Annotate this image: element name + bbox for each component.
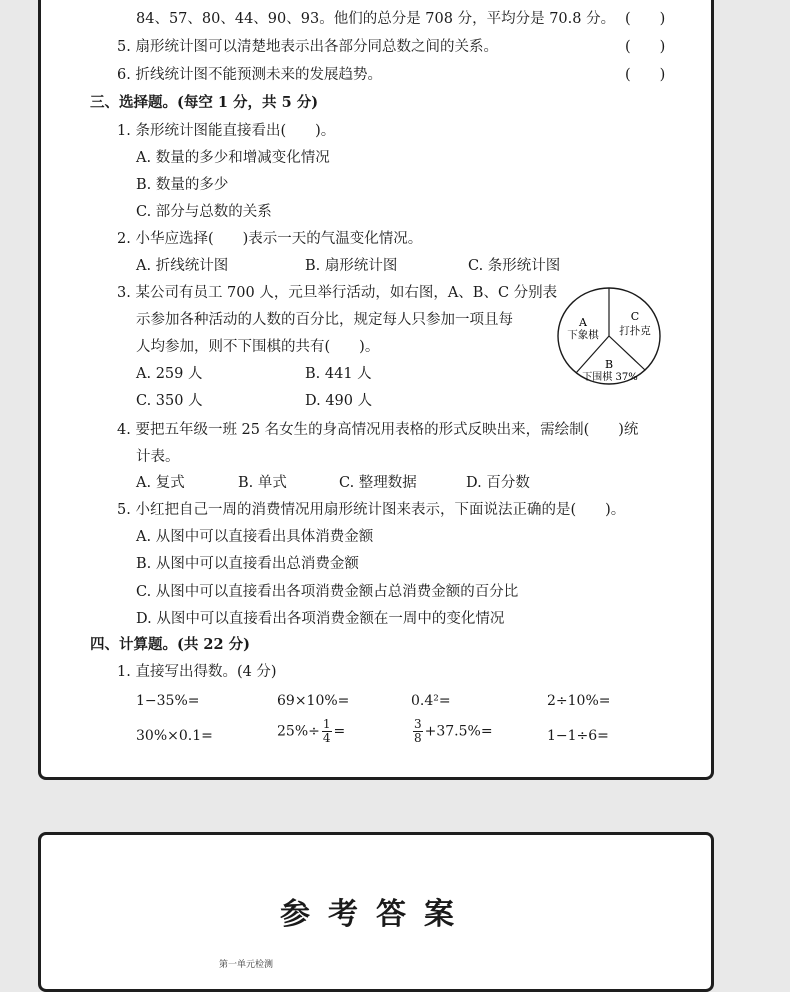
choice-q5-stem: 5. 小红把自己一周的消费情况用扇形统计图来表示，下面说法正确的是( )。 bbox=[117, 502, 626, 518]
section-choice-header: 三、选择题。(每空 1 分，共 5 分) bbox=[90, 94, 319, 111]
choice-q1-stem: 1. 条形统计图能直接看出( )。 bbox=[117, 123, 336, 139]
choice-q4-line1: 4. 要把五年级一班 25 名女生的身高情况用表格的形式反映出来，需绘制( )统 bbox=[117, 422, 639, 438]
calc-expression-fraction bbox=[411, 718, 493, 745]
choice-q5-option-a: A. 从图中可以直接看出具体消费金额 bbox=[136, 529, 374, 545]
choice-q4-option-d: D. 百分数 bbox=[466, 475, 530, 491]
pie-letter-a: A bbox=[579, 316, 587, 329]
calc-term: = bbox=[333, 723, 346, 740]
calc-sub1: 1. 直接写出得数。(4 分) bbox=[117, 664, 277, 680]
answer-key-title: 参考答案 bbox=[280, 897, 472, 932]
calc-expression-fraction bbox=[277, 718, 345, 745]
calc-term: 25%÷ bbox=[277, 723, 320, 740]
choice-q3-option-d: D. 490 人 bbox=[305, 393, 373, 409]
calc-expression: 69×10%= bbox=[277, 693, 350, 709]
choice-q1-option-b: B. 数量的多少 bbox=[136, 177, 229, 193]
choice-q3-line1: 3. 某公司有员工 700 人，元旦举行活动，如右图，A、B、C 分别表 bbox=[117, 285, 558, 301]
judge-q5: 5. 扇形统计图可以清楚地表示出各部分同总数之间的关系。 bbox=[117, 39, 498, 55]
fraction-numerator: 1 bbox=[322, 717, 331, 731]
calc-expression: 0.4²= bbox=[411, 693, 451, 709]
calc-expression: 1−1÷6= bbox=[547, 728, 609, 744]
choice-q3-option-a: A. 259 人 bbox=[136, 366, 203, 382]
pie-label-b: 下围棋 37% bbox=[582, 372, 638, 383]
choice-q4-line2: 计表。 bbox=[136, 449, 180, 465]
pie-letter-c: C bbox=[630, 310, 640, 323]
choice-q2-stem: 2. 小华应选择( )表示一天的气温变化情况。 bbox=[117, 231, 423, 247]
judge-q6: 6. 折线统计图不能预测未来的发展趋势。 bbox=[117, 67, 382, 83]
choice-q5-option-d: D. 从图中可以直接看出各项消费金额在一周中的变化情况 bbox=[136, 611, 505, 627]
fraction bbox=[413, 718, 423, 745]
calc-expression: 1−35%= bbox=[136, 693, 200, 709]
fraction-denominator: 4 bbox=[322, 731, 331, 745]
pie-letter-b: B bbox=[604, 358, 614, 371]
choice-q3-line2: 示参加各种活动的人数的百分比，规定每人只参加一项且每 bbox=[136, 312, 513, 328]
calc-expression: 2÷10%= bbox=[547, 693, 611, 709]
choice-q1-option-c: C. 部分与总数的关系 bbox=[136, 204, 272, 220]
choice-q2-option-a: A. 折线统计图 bbox=[136, 258, 229, 274]
choice-q5-option-c: C. 从图中可以直接看出各项消费金额占总消费金额的百分比 bbox=[136, 584, 519, 600]
choice-q2-option-b: B. 扇形统计图 bbox=[305, 258, 398, 274]
fraction-numerator: 3 bbox=[414, 717, 422, 731]
pie-label-c: 打扑克 bbox=[619, 325, 651, 337]
section-calc-header: 四、计算题。(共 22 分) bbox=[90, 636, 250, 653]
choice-q3-line3: 人均参加，则不下围棋的共有( )。 bbox=[136, 339, 380, 355]
choice-q3-option-b: B. 441 人 bbox=[305, 366, 372, 382]
choice-q3-option-c: C. 350 人 bbox=[136, 393, 203, 409]
answer-paren: ( ) bbox=[625, 11, 666, 27]
calc-expression: 30%×0.1= bbox=[136, 728, 213, 744]
choice-q4-option-c: C. 整理数据 bbox=[339, 475, 417, 491]
calc-term: +37.5%= bbox=[424, 723, 493, 740]
choice-q4-option-a: A. 复式 bbox=[136, 475, 185, 491]
answer-key-card bbox=[38, 832, 714, 992]
answer-paren: ( ) bbox=[625, 39, 666, 55]
answer-key-subtitle: 第一单元检测 bbox=[219, 960, 274, 970]
pie-label-a: 下象棋 bbox=[567, 329, 599, 341]
choice-q2-option-c: C. 条形统计图 bbox=[468, 258, 561, 274]
judge-q4-tail: 84、57、80、44、90、93。他们的总分是 708 分，平均分是 70.8 分。 bbox=[136, 11, 616, 27]
answer-paren: ( ) bbox=[625, 67, 666, 83]
choice-q5-option-b: B. 从图中可以直接看出总消费金额 bbox=[136, 556, 359, 572]
choice-q4-option-b: B. 单式 bbox=[238, 475, 287, 491]
fraction bbox=[322, 718, 332, 745]
fraction-denominator: 8 bbox=[414, 731, 422, 745]
choice-q1-option-a: A. 数量的多少和增减变化情况 bbox=[136, 150, 330, 166]
activity-pie-chart bbox=[555, 286, 663, 388]
